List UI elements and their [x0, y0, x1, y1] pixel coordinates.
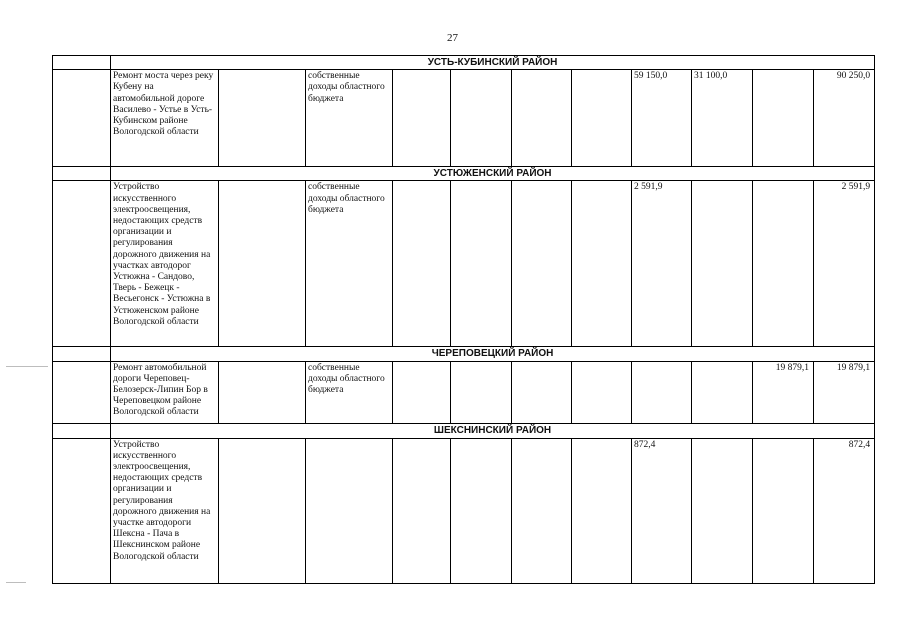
table-row	[53, 70, 875, 167]
value-cell	[451, 70, 512, 167]
value-cell	[572, 438, 632, 583]
empty-cell	[219, 438, 306, 583]
value-cell: 59 150,0	[632, 70, 692, 167]
value-cell	[572, 361, 632, 423]
district-title: УСТЬ-КУБИНСКИЙ РАЙОН	[111, 56, 875, 70]
row-number-cell	[53, 438, 111, 583]
value-cell	[451, 438, 512, 583]
table-row	[53, 438, 875, 583]
value-cell: 2 591,9	[632, 181, 692, 347]
value-cell	[753, 181, 814, 347]
value-cell	[692, 361, 753, 423]
value-cell	[632, 361, 692, 423]
value-cell	[393, 70, 451, 167]
total-cell: 90 250,0	[814, 70, 875, 167]
row-number-cell	[53, 361, 111, 423]
value-cell	[572, 181, 632, 347]
value-cell	[512, 181, 572, 347]
value-cell	[753, 70, 814, 167]
budget-table	[52, 55, 875, 584]
item-name-cell: Устройство искусственного электроосвещения, недостающих средств организации и регулирования дорожного движения на участке автодороги Шексна - Пача в Шекснинском районе Вологодской области	[111, 438, 219, 583]
total-cell: 2 591,9	[814, 181, 875, 347]
page-number: 27	[447, 32, 458, 44]
row-number-cell	[53, 181, 111, 347]
funding-source-cell: собственные доходы областного бюджета	[306, 70, 393, 167]
value-cell	[393, 361, 451, 423]
value-cell	[393, 181, 451, 347]
value-cell	[512, 438, 572, 583]
district-title: ШЕКСНИНСКИЙ РАЙОН	[111, 423, 875, 438]
item-name-cell: Ремонт моста через реку Кубену на автомобильной дороге Василево - Устье в Усть-Кубинском районе Вологодской области	[111, 70, 219, 167]
total-cell: 872,4	[814, 438, 875, 583]
empty-cell	[219, 70, 306, 167]
value-cell	[393, 438, 451, 583]
value-cell	[512, 70, 572, 167]
total-cell: 19 879,1	[814, 361, 875, 423]
value-cell	[753, 438, 814, 583]
funding-source-cell: собственные доходы областного бюджета	[306, 181, 393, 347]
funding-source-cell	[306, 438, 393, 583]
margin-hairline	[6, 582, 26, 583]
empty-cell	[53, 423, 111, 438]
empty-cell	[53, 167, 111, 181]
item-name-cell: Устройство искусственного электроосвещения, недостающих средств организации и регулирования дорожного движения на участках автодорог Устюжна - Сандово, Тверь - Бежецк - Весьегонск - Устюжна в Устюженском районе Вологодской области	[111, 181, 219, 347]
value-cell: 872,4	[632, 438, 692, 583]
value-cell: 31 100,0	[692, 70, 753, 167]
value-cell	[451, 181, 512, 347]
margin-hairline	[6, 366, 48, 367]
table-row	[53, 361, 875, 423]
empty-cell	[219, 181, 306, 347]
district-title: УСТЮЖЕНСКИЙ РАЙОН	[111, 167, 875, 181]
table-row	[53, 181, 875, 347]
value-cell: 19 879,1	[753, 361, 814, 423]
empty-cell	[219, 361, 306, 423]
district-header-row	[53, 56, 875, 70]
row-number-cell	[53, 70, 111, 167]
value-cell	[692, 181, 753, 347]
value-cell	[512, 361, 572, 423]
district-header-row	[53, 347, 875, 361]
empty-cell	[53, 56, 111, 70]
value-cell	[572, 70, 632, 167]
district-header-row	[53, 167, 875, 181]
value-cell	[692, 438, 753, 583]
district-title: ЧЕРЕПОВЕЦКИЙ РАЙОН	[111, 347, 875, 361]
district-header-row	[53, 423, 875, 438]
empty-cell	[53, 347, 111, 361]
item-name-cell: Ремонт автомобильной дороги Череповец-Белозерск-Липин Бор в Череповецком районе Вологодской области	[111, 361, 219, 423]
value-cell	[451, 361, 512, 423]
funding-source-cell: собственные доходы областного бюджета	[306, 361, 393, 423]
